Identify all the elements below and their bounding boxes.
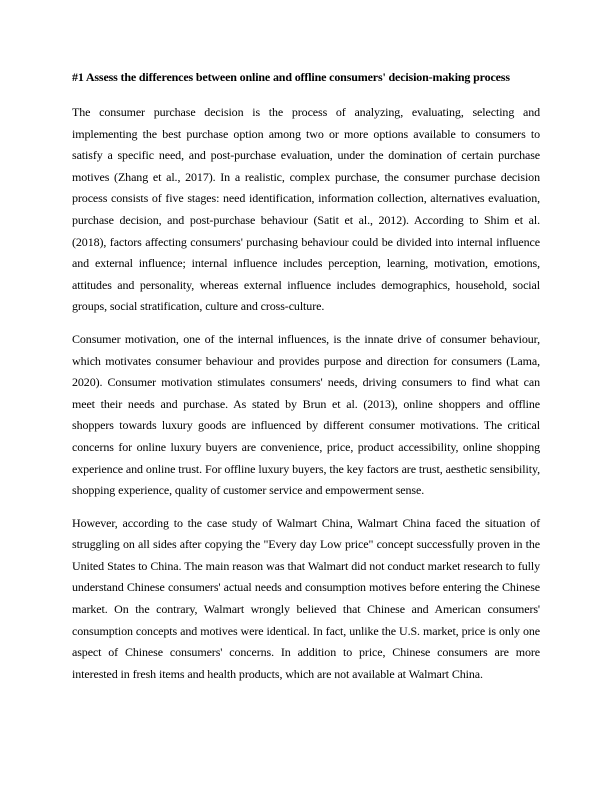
- section-heading: #1 Assess the differences between online and offline consumers' decision-making process: [72, 70, 510, 84]
- document-page: [72, 69, 540, 696]
- paragraph-consumer-motivation: Consumer motivation, one of the internal influences, is the innate drive of consumer behaviour, which motivates consumer behaviour and provides purpose and direction for consumers (Lama, 2020). Consumer motivation stimulates consumers' needs, driving consumers to find what can meet their needs and purchase. As stated by Brun et al. (2013), online shoppers and offline shoppers towards luxury goods are influenced by different consumer motivations. The critical concerns for online luxury buyers are convenience, price, product accessibility, online shopping experience and online trust. For offline luxury buyers, the key factors are trust, aesthetic sensibility, shopping experience, quality of customer service and empowerment sense.: [72, 331, 540, 498]
- paragraph-purchase-decision: The consumer purchase decision is the process of analyzing, evaluating, selecting and implementing the best purchase option among two or more options available to consumers to satisfy a specific need, and post-purchase evaluation, under the domination of certain purchase motives (Zhang et al., 2017). In a realistic, complex purchase, the consumer purchase decision process consists of five stages: need identification, information collection, alternatives evaluation, purchase decision, and post-purchase behaviour (Satit et al., 2012). According to Shim et al. (2018), factors affecting consumers' purchasing behaviour could be divided into internal influence and external influence; internal influence includes perception, learning, motivation, emotions, attitudes and personality, whereas external influence includes demographics, household, social groups, social stratification, culture and cross-culture.: [72, 105, 540, 314]
- paragraph-walmart-china: However, according to the case study of Walmart China, Walmart China faced the situation of struggling on all sides after copying the "Every day Low price" concept successfully proven in the United States to China. The main reason was that Walmart did not conduct market research to fully understand Chinese consumers' actual needs and consumption motives before entering the Chinese market. On the contrary, Walmart wrongly believed that Chinese and American consumers' consumption concepts and motives were identical. In fact, unlike the U.S. market, price is only one aspect of Chinese consumers' concerns. In addition to price, Chinese consumers are more interested in fresh items and health products, which are not available at Walmart China.: [72, 515, 540, 681]
